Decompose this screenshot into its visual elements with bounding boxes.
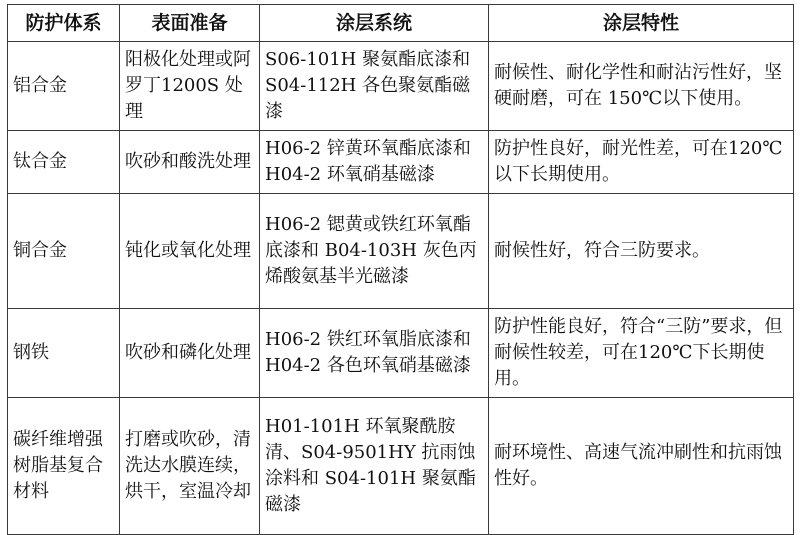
cell-coating: H01-101H 环氧聚酰胺清、S04-9501HY 抗雨蚀涂料和 S04-101H 聚氨酯磁漆: [260, 398, 489, 535]
cell-property: 耐环境性、高速气流冲刷性和抗雨蚀性好。: [489, 398, 794, 535]
header-surface-prep: 表面准备: [120, 5, 260, 42]
cell-system: 碳纤维增强树脂基复合材料: [8, 398, 120, 535]
cell-coating: S06-101H 聚氨酯底漆和 S04-112H 各色聚氨酯磁漆: [260, 42, 489, 131]
header-coating-property: 涂层特性: [489, 5, 794, 42]
cell-system: 钢铁: [8, 309, 120, 398]
header-coating-system: 涂层系统: [260, 5, 489, 42]
cell-property: 耐候性好，符合三防要求。: [489, 194, 794, 309]
cell-prep: 钝化或氧化处理: [120, 194, 260, 309]
table-row: [8, 194, 794, 309]
table-row: [8, 309, 794, 398]
coating-table: [7, 4, 794, 535]
cell-property: 耐候性、耐化学性和耐沾污性好，坚硬耐磨，可在 150℃以下使用。: [489, 42, 794, 131]
header-protection-system: 防护体系: [8, 5, 120, 42]
cell-system: 铜合金: [8, 194, 120, 309]
cell-coating: H06-2 锶黄或铁红环氧酯底漆和 B04-103H 灰色丙烯酸氨基半光磁漆: [260, 194, 489, 309]
cell-coating: H06-2 锌黄环氧酯底漆和H04-2 环氧硝基磁漆: [260, 131, 489, 194]
cell-coating: H06-2 铁红环氧脂底漆和 H04-2 各色环氧硝基磁漆: [260, 309, 489, 398]
table-row: [8, 131, 794, 194]
cell-system: 钛合金: [8, 131, 120, 194]
table-header-row: [8, 5, 794, 42]
table-row: [8, 398, 794, 535]
cell-prep: 打磨或吹砂，清洗达水膜连续，烘干，室温冷却: [120, 398, 260, 535]
table-row: [8, 42, 794, 131]
cell-system: 铝合金: [8, 42, 120, 131]
cell-prep: 吹砂和磷化处理: [120, 309, 260, 398]
cell-property: 防护性良好，耐光性差，可在120℃以下长期使用。: [489, 131, 794, 194]
cell-prep: 阳极化处理或阿罗丁1200S 处理: [120, 42, 260, 131]
cell-property: 防护性能良好，符合“三防”要求，但耐候性较差，可在120℃下长期使用。: [489, 309, 794, 398]
cell-prep: 吹砂和酸洗处理: [120, 131, 260, 194]
